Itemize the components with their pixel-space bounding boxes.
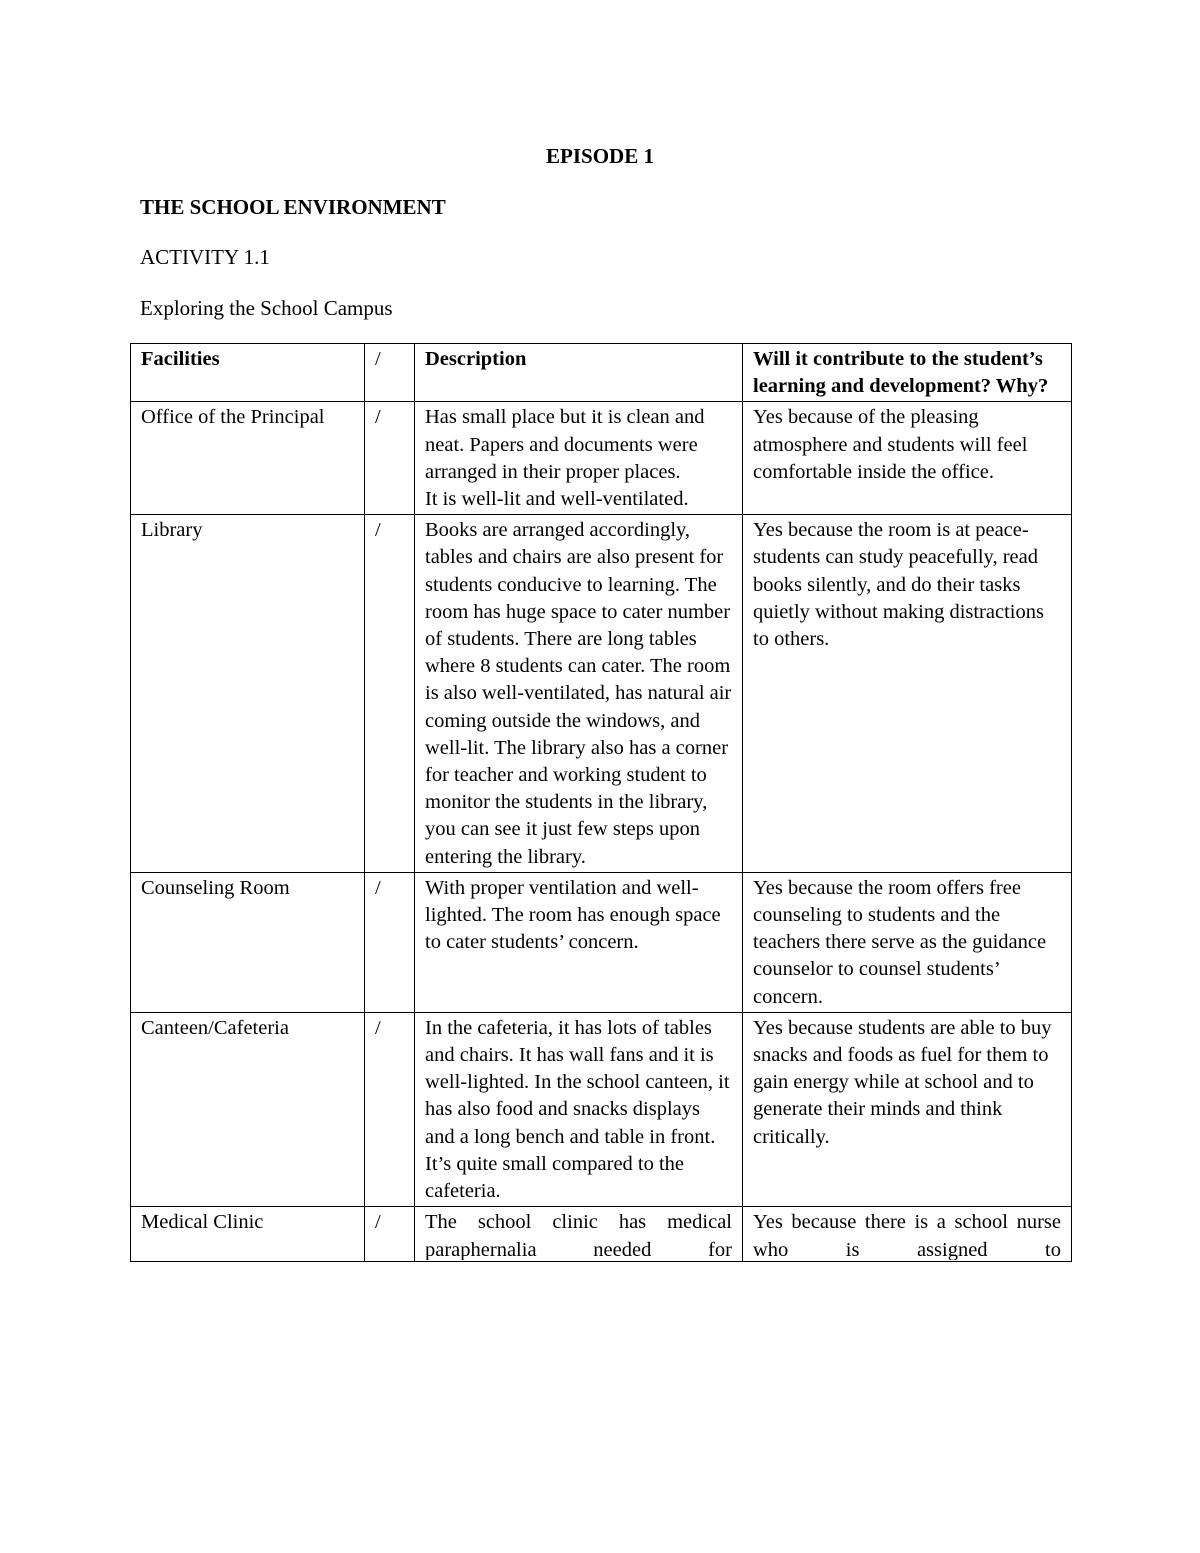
table-row	[131, 1207, 1072, 1262]
facility-description	[415, 402, 743, 515]
header-description: Description	[415, 344, 743, 402]
contribution-text: Yes because there is a school nurse who is assigned to	[753, 1211, 1061, 1261]
episode-subtitle: THE SCHOOL ENVIRONMENT	[140, 195, 446, 219]
header-contribution: Will it contribute to the student’s learning and development? Why?	[743, 344, 1072, 402]
table-row	[131, 1012, 1072, 1206]
facility-name	[131, 1207, 365, 1262]
check-mark-text: /	[375, 1211, 381, 1234]
activity-title: Exploring the School Campus	[140, 296, 393, 320]
facility-contribution: Yes because the room is at peace- students can study peacefully, read books silently, and do their tasks quietly without making distractions to others.	[743, 515, 1072, 873]
table-row	[131, 872, 1072, 1012]
facility-description: With proper ventilation and well-lighted. The room has enough space to cater students’ concern.	[415, 872, 743, 1012]
facility-name: Library	[131, 515, 365, 873]
table-row	[131, 515, 1072, 873]
table-header-row	[131, 344, 1072, 402]
header-check: /	[365, 344, 415, 402]
facility-name: Counseling Room	[131, 872, 365, 1012]
description-text-extra: It is well-lit and well-ventilated.	[425, 488, 689, 511]
description-text: Has small place but it is clean and neat. Papers and documents were arranged in their proper places.	[425, 406, 705, 483]
header-facilities: Facilities	[131, 344, 365, 402]
facility-contribution: Yes because of the pleasing atmosphere and students will feel comfortable inside the office.	[743, 402, 1072, 515]
table-row	[131, 402, 1072, 515]
facility-description: Books are arranged accordingly, tables and chairs are also present for students conducive to learning. The room has huge space to cater number of students. There are long tables where 8 students can cater. The room is also well-ventilated, has natural air coming outside the windows, and well-lit. The library also has a corner for teacher and working student to monitor the students in the library, you can see it just few steps upon entering the library.	[415, 515, 743, 873]
facility-name-text: Medical Clinic	[141, 1211, 264, 1234]
check-mark: /	[365, 515, 415, 873]
check-mark: /	[365, 1012, 415, 1206]
facility-name: Canteen/Cafeteria	[131, 1012, 365, 1206]
facility-contribution	[743, 1207, 1072, 1262]
facilities-table	[130, 343, 1072, 1262]
activity-label: ACTIVITY 1.1	[140, 245, 270, 269]
facility-description: In the cafeteria, it has lots of tables and chairs. It has wall fans and it is well-lighted. In the school canteen, it has also food and snacks displays and a long bench and table in front. It’s quite small compared to the cafeteria.	[415, 1012, 743, 1206]
check-mark	[365, 1207, 415, 1262]
check-mark: /	[365, 402, 415, 515]
facility-description	[415, 1207, 743, 1262]
description-text: The school clinic has medical paraphernalia needed for	[425, 1211, 732, 1261]
episode-title: EPISODE 1	[546, 144, 654, 168]
facility-contribution: Yes because students are able to buy snacks and foods as fuel for them to gain energy while at school and to generate their minds and think critically.	[743, 1012, 1072, 1206]
facility-name: Office of the Principal	[131, 402, 365, 515]
facility-contribution: Yes because the room offers free counseling to students and the teachers there serve as the guidance counselor to counsel students’ concern.	[743, 872, 1072, 1012]
check-mark: /	[365, 872, 415, 1012]
